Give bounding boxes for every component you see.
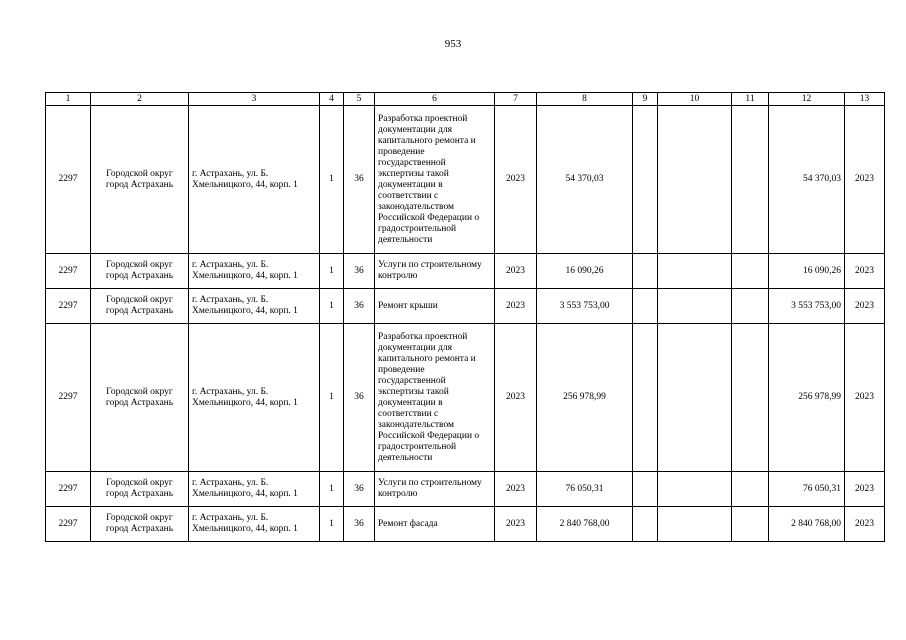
cell-address: г. Астрахань, ул. Б. Хмельницкого, 44, корп. 1 bbox=[189, 507, 320, 542]
cell-year2: 2023 bbox=[845, 324, 885, 472]
cell-amount: 54 370,03 bbox=[537, 106, 633, 254]
column-header: 1 bbox=[46, 93, 91, 106]
cell-col4: 1 bbox=[320, 472, 344, 507]
cell-col10 bbox=[658, 289, 732, 324]
cell-municipality: Городской округ город Астрахань bbox=[91, 324, 189, 472]
cell-address: г. Астрахань, ул. Б. Хмельницкого, 44, корп. 1 bbox=[189, 472, 320, 507]
cell-amount: 76 050,31 bbox=[537, 472, 633, 507]
cell-col11 bbox=[732, 254, 769, 289]
cell-col10 bbox=[658, 254, 732, 289]
cell-id: 2297 bbox=[46, 289, 91, 324]
column-header: 12 bbox=[769, 93, 845, 106]
cell-col4: 1 bbox=[320, 324, 344, 472]
cell-col11 bbox=[732, 324, 769, 472]
cell-col11 bbox=[732, 507, 769, 542]
cell-work: Услуги по строительному контролю bbox=[375, 472, 495, 507]
cell-col5: 36 bbox=[344, 472, 375, 507]
cell-year2: 2023 bbox=[845, 106, 885, 254]
cell-municipality: Городской округ город Астрахань bbox=[91, 507, 189, 542]
cell-col4: 1 bbox=[320, 254, 344, 289]
cell-col11 bbox=[732, 106, 769, 254]
cell-address: г. Астрахань, ул. Б. Хмельницкого, 44, корп. 1 bbox=[189, 106, 320, 254]
table-row bbox=[46, 106, 885, 254]
page-number: 953 bbox=[444, 38, 462, 50]
cell-col4: 1 bbox=[320, 106, 344, 254]
cell-year2: 2023 bbox=[845, 289, 885, 324]
cell-col4: 1 bbox=[320, 507, 344, 542]
column-header: 11 bbox=[732, 93, 769, 106]
table-row bbox=[46, 324, 885, 472]
table-row bbox=[46, 507, 885, 542]
column-header: 3 bbox=[189, 93, 320, 106]
cell-municipality: Городской округ город Астрахань bbox=[91, 472, 189, 507]
cell-year: 2023 bbox=[495, 106, 537, 254]
cell-id: 2297 bbox=[46, 254, 91, 289]
table-row bbox=[46, 289, 885, 324]
cell-municipality: Городской округ город Астрахань bbox=[91, 106, 189, 254]
cell-col5: 36 bbox=[344, 507, 375, 542]
column-header: 9 bbox=[633, 93, 658, 106]
cell-col10 bbox=[658, 507, 732, 542]
cell-total: 256 978,99 bbox=[769, 324, 845, 472]
cell-work: Разработка проектной документации для капитального ремонта и проведение государственной экспертизы такой документации в соответствии с законодательством Российской Федерации о градостроительной деятельности bbox=[375, 106, 495, 254]
cell-id: 2297 bbox=[46, 507, 91, 542]
column-header: 6 bbox=[375, 93, 495, 106]
cell-total: 3 553 753,00 bbox=[769, 289, 845, 324]
column-header: 4 bbox=[320, 93, 344, 106]
cell-col5: 36 bbox=[344, 254, 375, 289]
cell-year: 2023 bbox=[495, 507, 537, 542]
cell-address: г. Астрахань, ул. Б. Хмельницкого, 44, корп. 1 bbox=[189, 289, 320, 324]
cell-amount: 2 840 768,00 bbox=[537, 507, 633, 542]
cell-year: 2023 bbox=[495, 472, 537, 507]
cell-year2: 2023 bbox=[845, 472, 885, 507]
cell-municipality: Городской округ город Астрахань bbox=[91, 289, 189, 324]
cell-id: 2297 bbox=[46, 324, 91, 472]
column-header: 10 bbox=[658, 93, 732, 106]
column-header: 5 bbox=[344, 93, 375, 106]
cell-col11 bbox=[732, 472, 769, 507]
cell-col5: 36 bbox=[344, 106, 375, 254]
cell-col10 bbox=[658, 106, 732, 254]
header-row bbox=[46, 93, 885, 106]
cell-col11 bbox=[732, 289, 769, 324]
cell-col4: 1 bbox=[320, 289, 344, 324]
cell-year: 2023 bbox=[495, 289, 537, 324]
table-row bbox=[46, 472, 885, 507]
cell-col10 bbox=[658, 324, 732, 472]
cell-id: 2297 bbox=[46, 472, 91, 507]
cell-work: Ремонт фасада bbox=[375, 507, 495, 542]
column-header: 8 bbox=[537, 93, 633, 106]
cell-year: 2023 bbox=[495, 254, 537, 289]
cell-work: Услуги по строительному контролю bbox=[375, 254, 495, 289]
table-row bbox=[46, 254, 885, 289]
cell-amount: 3 553 753,00 bbox=[537, 289, 633, 324]
cell-address: г. Астрахань, ул. Б. Хмельницкого, 44, корп. 1 bbox=[189, 254, 320, 289]
column-header: 13 bbox=[845, 93, 885, 106]
data-table bbox=[45, 92, 885, 542]
cell-amount: 16 090,26 bbox=[537, 254, 633, 289]
cell-total: 16 090,26 bbox=[769, 254, 845, 289]
cell-total: 76 050,31 bbox=[769, 472, 845, 507]
cell-address: г. Астрахань, ул. Б. Хмельницкого, 44, корп. 1 bbox=[189, 324, 320, 472]
cell-municipality: Городской округ город Астрахань bbox=[91, 254, 189, 289]
column-header: 2 bbox=[91, 93, 189, 106]
column-header: 7 bbox=[495, 93, 537, 106]
cell-total: 2 840 768,00 bbox=[769, 507, 845, 542]
cell-work: Ремонт крыши bbox=[375, 289, 495, 324]
cell-col5: 36 bbox=[344, 324, 375, 472]
cell-col10 bbox=[658, 472, 732, 507]
cell-col9 bbox=[633, 324, 658, 472]
cell-col5: 36 bbox=[344, 289, 375, 324]
cell-col9 bbox=[633, 472, 658, 507]
cell-work: Разработка проектной документации для капитального ремонта и проведение государственной экспертизы такой документации в соответствии с законодательством Российской Федерации о градостроительной деятельности bbox=[375, 324, 495, 472]
cell-total: 54 370,03 bbox=[769, 106, 845, 254]
cell-amount: 256 978,99 bbox=[537, 324, 633, 472]
cell-col9 bbox=[633, 289, 658, 324]
cell-year2: 2023 bbox=[845, 507, 885, 542]
cell-year: 2023 bbox=[495, 324, 537, 472]
cell-col9 bbox=[633, 254, 658, 289]
cell-col9 bbox=[633, 106, 658, 254]
cell-id: 2297 bbox=[46, 106, 91, 254]
cell-col9 bbox=[633, 507, 658, 542]
cell-year2: 2023 bbox=[845, 254, 885, 289]
